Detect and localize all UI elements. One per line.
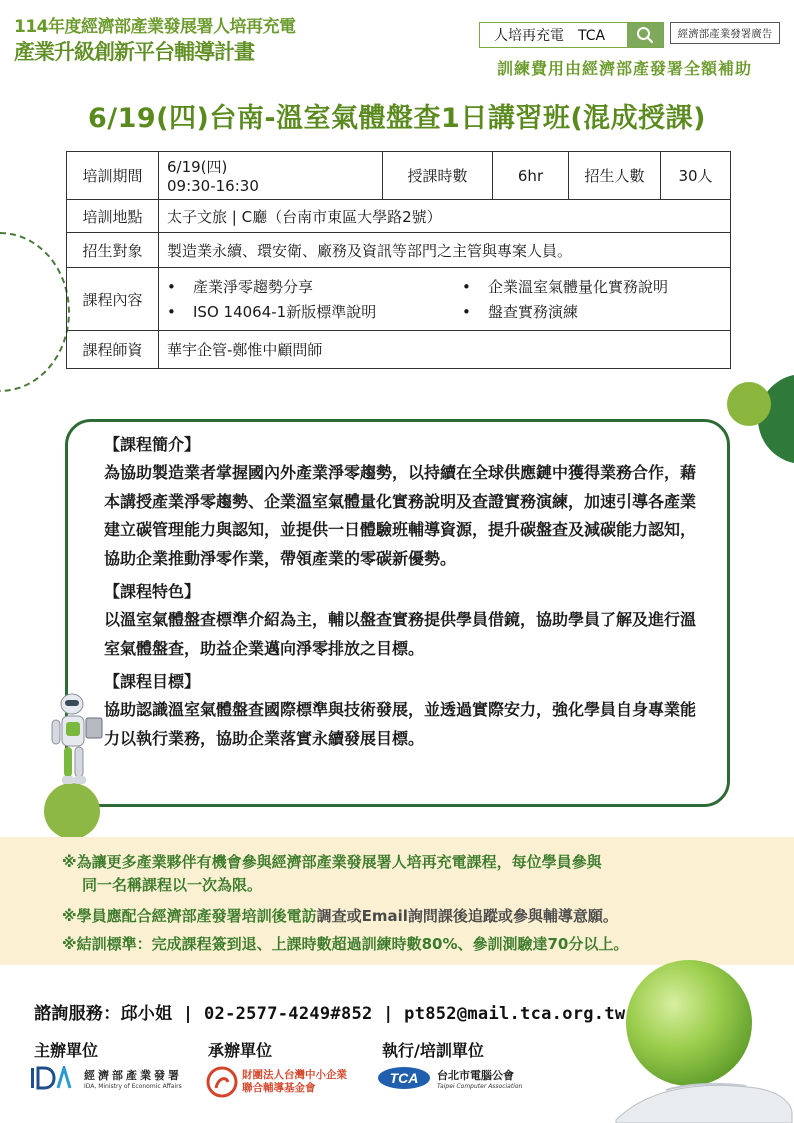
content-label: 課程內容 (67, 268, 159, 331)
contact-info: 諮詢服務：邱小姐 | 02-2577-4249#852 | pt852@mail.tca.org.tw (34, 1004, 626, 1024)
notice-line-1b: 同一名稱課程以一次為限。 (82, 876, 263, 894)
feature-text: 以溫室氣體盤查標準介紹為主，輔以盤查實務提供學員借鏡，協助學員了解及進行溫室氣體盤查，助益企業邁向淨零排放之目標。 (104, 610, 697, 658)
page-title: 6/19(四)台南-溫室氣體盤查1日講習班(混成授課) (87, 103, 707, 134)
audience-label: 招生對象 (67, 233, 159, 268)
co-organizer-name-1: 財團法人台灣中小企業 (242, 1069, 347, 1081)
list-item: • ISO 14064-1新版標準說明 (167, 303, 377, 321)
course-info-table (66, 151, 731, 369)
content-list (159, 268, 731, 331)
bullet-icon: • (167, 303, 176, 321)
table-row (67, 152, 731, 200)
list-item: • 盤查實務演練 (462, 303, 579, 321)
seats-label: 招生人數 (569, 152, 661, 200)
table-row (67, 233, 731, 268)
hours-label: 授課時數 (383, 152, 493, 200)
dashed-arc-decoration (0, 232, 70, 392)
search-text[interactable]: 人培再充電 TCA (494, 28, 606, 44)
table-row (67, 268, 731, 331)
executor-label: 執行/培訓單位 (382, 1041, 484, 1060)
svg-text:TCA: TCA (389, 1070, 419, 1086)
subsidy-note: 訓練費用由經濟部產發署全額補助 (497, 59, 753, 78)
hand-illustration (606, 1060, 794, 1123)
organizer-logo (30, 1066, 182, 1090)
list-item: • 產業淨零趨勢分享 (167, 278, 314, 296)
tca-logo-icon (377, 1066, 431, 1090)
venue-value: 太子文旅 | C廳（台南市東區大學路2號） (159, 200, 731, 233)
executor-logo (377, 1066, 522, 1090)
program-year-line: 114年度經濟部產業發展署人培再充電 (14, 17, 296, 37)
course-description-box (65, 419, 730, 807)
bullet-icon: • (167, 278, 176, 296)
executor-name-en: Taipei Computer Association (437, 1082, 523, 1090)
table-row (67, 200, 731, 233)
co-organizer-name-2: 聯合輔導基金會 (242, 1082, 316, 1094)
period-date: 6/19(四) (167, 158, 228, 176)
goal-text: 協助認識溫室氣體盤查國際標準與技術發展，並透過實際安力，強化學員自身專業能力以執行業務，協助企業落實永續發展目標。 (104, 700, 697, 748)
table-row (67, 331, 731, 369)
goal-heading: 【課程目標】 (104, 672, 201, 691)
period-label: 培訓期間 (67, 152, 159, 200)
ad-badge: 經濟部產業發署廣告 (670, 22, 780, 44)
co-organizer-label: 承辦單位 (208, 1041, 273, 1060)
smeaf-logo-icon (206, 1066, 238, 1098)
bullet-icon: • (462, 278, 471, 296)
notice-line-1: ※為讓更多產業夥伴有機會參與經濟部產業發展署人培再充電課程，每位學員參與 (62, 853, 602, 871)
intro-heading: 【課程簡介】 (104, 435, 201, 454)
executor-name: 台北市電腦公會 (437, 1068, 514, 1082)
notice-line-2: ※學員應配合經濟部產發署培訓後電訪調查或Email詢問課後追蹤或參與輔導意願。 (62, 907, 618, 925)
organizer-name: 經濟部產業發署 (84, 1068, 182, 1082)
hours-value: 6hr (493, 152, 569, 200)
ida-logo-icon (30, 1066, 72, 1090)
seats-value: 30人 (661, 152, 731, 200)
program-name: 產業升級創新平台輔導計畫 (14, 40, 254, 64)
instructor-label: 課程師資 (67, 331, 159, 369)
intro-text: 為協助製造業者掌握國內外產業淨零趨勢，以持續在全球供應鏈中獲得業務合作，藉本講授產業淨零趨勢、企業溫室氣體量化實務說明及查證實務演練，加速引導各產業建立碳管理能力與認知，並提供一日體驗班輔導資源，提升碳盤查及減碳能力認知，協助企業推動淨零作業，帶領產業的零碳新優勢。 (104, 463, 697, 568)
lime-circle-decoration (727, 382, 771, 426)
organizer-name-en: IDA, Ministry of Economic Affairs (84, 1082, 182, 1090)
search-box[interactable] (479, 22, 664, 48)
bullet-icon: • (462, 303, 471, 321)
audience-value: 製造業永續、環安衛、廠務及資訊等部門之主管與專案人員。 (159, 233, 731, 268)
period-value (159, 152, 383, 200)
venue-label: 培訓地點 (67, 200, 159, 233)
search-icon (636, 26, 654, 44)
search-button[interactable] (627, 23, 663, 47)
co-organizer-logo (206, 1066, 347, 1098)
organizer-label: 主辦單位 (34, 1041, 99, 1060)
robot-illustration (42, 690, 108, 800)
list-item: • 企業溫室氣體量化實務說明 (462, 278, 669, 296)
notice-line-3: ※結訓標準：完成課程簽到退、上課時數超過訓練時數80%、參訓測驗達70分以上。 (62, 935, 629, 953)
notice-band (0, 837, 794, 965)
instructor-value: 華宇企管-鄭惟中顧問師 (159, 331, 731, 369)
period-time: 09:30-16:30 (167, 177, 259, 195)
feature-heading: 【課程特色】 (104, 582, 201, 601)
